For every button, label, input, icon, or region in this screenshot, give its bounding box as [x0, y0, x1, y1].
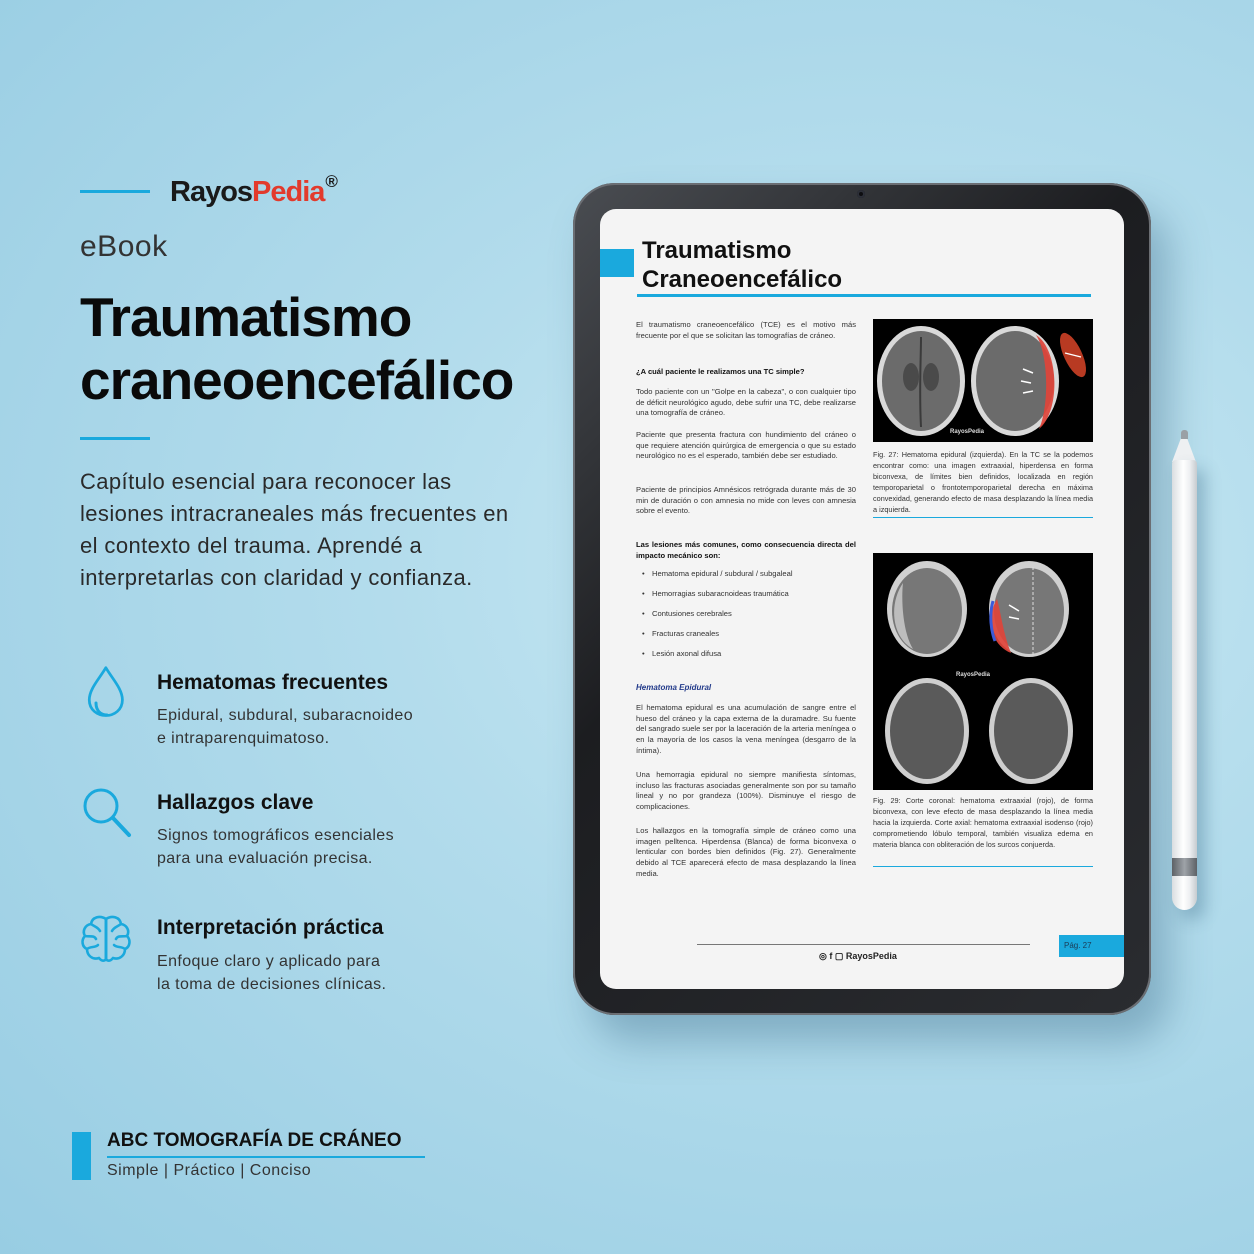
brand-logo: [170, 172, 337, 209]
feature-title-interpretacion: Interpretación práctica: [157, 916, 384, 939]
screen-paragraph: Paciente que presenta fractura con hundimiento del cráneo o que requiere atención quirúrgica de emergencia o que su estado neurológico no es el esperado, también debe ser estudiado.: [636, 430, 856, 461]
magnifier-icon: [80, 785, 136, 841]
footer-brand-name: RayosPedia: [845, 951, 897, 961]
screen-question: ¿A cuál paciente le realizamos una TC simple?: [636, 367, 805, 376]
stylus-pencil: [1172, 460, 1197, 910]
logo-part2: Pedia: [252, 176, 325, 208]
title-line-1: Traumatismo: [80, 286, 412, 348]
screen-title-underline: [637, 294, 1091, 297]
screen-title: [642, 236, 842, 294]
series-subtitle: Simple | Práctico | Conciso: [107, 1162, 312, 1179]
screen-title-line: Craneoencefálico: [642, 266, 843, 293]
screen-footer-brand: [819, 951, 897, 962]
ct-watermark: RayosPedia: [950, 429, 985, 435]
feature-desc-line: Enfoque claro y aplicado para: [157, 953, 381, 970]
list-item: • Hemorragias subaracnoideas traumática: [636, 589, 856, 609]
screen-title-line: Traumatismo: [642, 237, 792, 264]
brain-icon: [78, 911, 134, 967]
screen-paragraph: Una hemorragia epidural no siempre manifiesta síntomas, incluso las fracturas asociadas generalmente son por su tamaño lineal y no por grandeza (100%). Disminuye el riesgo de complicaciones.: [636, 770, 856, 812]
brand-accent-line: [80, 190, 150, 193]
figure-divider: [873, 517, 1093, 518]
title-divider: [80, 437, 150, 440]
screen-paragraph: Paciente de principios Amnésicos retrógrada durante más de 30 min de duración o con amnesia no mide con leves con amnesia sobre el evento.: [636, 485, 856, 516]
feature-desc-line: e intraparenquimatoso.: [157, 730, 330, 747]
feature-desc-line: Signos tomográficos esenciales: [157, 827, 395, 844]
ebook-label: eBook: [80, 230, 168, 263]
feature-title-hallazgos: Hallazgos clave: [157, 791, 314, 814]
figure-divider: [873, 866, 1093, 867]
series-accent-bar: [72, 1132, 91, 1180]
screen-paragraph: El traumatismo craneoencefálico (TCE) es el motivo más frecuente por el que se solicitan las tomografías de cráneo.: [636, 320, 856, 340]
screen-footer-line: [697, 944, 1030, 945]
page-title: [80, 286, 513, 412]
feature-title-hematomas: Hematomas frecuentes: [157, 671, 389, 694]
camera-icon: [857, 190, 865, 198]
lesions-list: [636, 569, 856, 669]
list-item: • Lesión axonal difusa: [636, 649, 856, 669]
feature-desc-line: para una evaluación precisa.: [157, 850, 373, 867]
title-line-2: craneoencefálico: [80, 349, 514, 411]
drop-icon: [80, 666, 136, 722]
social-icons: ◎ f ▢: [819, 951, 844, 961]
series-title: ABC TOMOGRAFÍA DE CRÁNEO: [107, 1130, 402, 1151]
list-item: • Fracturas craneales: [636, 629, 856, 649]
figure-caption-29: Fig. 29: Corte coronal: hematoma extraaxial (rojo), de forma biconvexa, con leve efecto de masa desplazando la línea media hacia la izquierda. Corte axial: hematoma extraaxial isodenso (rojo) comprometiendo lóbulo temporal, también visualiza edema en materia blanca con obliteración de los surcos conjuerda.: [873, 796, 1093, 849]
ct-image-fig27: [873, 319, 1093, 442]
page-number: Pág. 27: [1059, 935, 1124, 957]
stylus-band: [1172, 858, 1197, 876]
ct-watermark: RayosPedia: [956, 672, 991, 678]
screen-question: Las lesiones más comunes, como consecuencia directa del impacto mecánico son:: [636, 540, 856, 560]
section-heading-epidural: Hematoma Epidural: [636, 683, 712, 692]
screen-paragraph: Los hallazgos en la tomografía simple de cráneo como una imagen pelltenca. Hiperdensa (Blanca) de forma biconvexa o lenticular con bordes bien definidos (Fig. 27). Generalmente debido al TCE aparecerá efecto de masa desplazando la línea media.: [636, 826, 856, 878]
list-item: • Contusiones cerebrales: [636, 609, 856, 629]
feature-desc-interpretacion: [157, 950, 386, 996]
screen-title-accent: [600, 249, 634, 277]
registered-mark: ®: [325, 172, 337, 191]
intro-text: Capítulo esencial para reconocer las lesiones intracraneales más frecuentes en el contexto del trauma. Aprendé a interpretarlas con claridad y confianza.: [80, 469, 509, 590]
feature-desc-hallazgos: [157, 824, 394, 870]
screen-paragraph: Todo paciente con un "Golpe en la cabeza", o con cualquier tipo de déficit neurológico agudo, debe sufrir una TC, debe realizarse una tomografía de cráneo.: [636, 387, 856, 418]
figure-caption-27: Fig. 27: Hematoma epidural (izquierda). En la TC se la podemos encontrar como: una imagen extraaxial, hiperdensa en forma biconvexa, de límites bien definidos, localizada en región temporoparietal o frontotemporoparietal derecha en máxima convexidad, generando efecto de masa desplazando la línea media a izquierda.: [873, 450, 1093, 514]
series-underline: [107, 1156, 425, 1158]
stylus-nib: [1181, 430, 1188, 439]
screen-paragraph: El hematoma epidural es una acumulación de sangre entre el hueso del cráneo y la capa externa de la duramadre. Su fuente del sangrado suele ser por la laceración de la arteria meníngea o en la mayoría de los casos la vena meníngea (desgarro de la íntima).: [636, 703, 856, 755]
feature-desc-line: la toma de decisiones clínicas.: [157, 976, 387, 993]
feature-desc-line: Epidural, subdural, subaracnoideo: [157, 707, 414, 724]
logo-part1: Rayos: [170, 176, 253, 208]
list-item: • Hematoma epidural / subdural / subgaleal: [636, 569, 856, 589]
feature-desc-hematomas: [157, 704, 413, 750]
